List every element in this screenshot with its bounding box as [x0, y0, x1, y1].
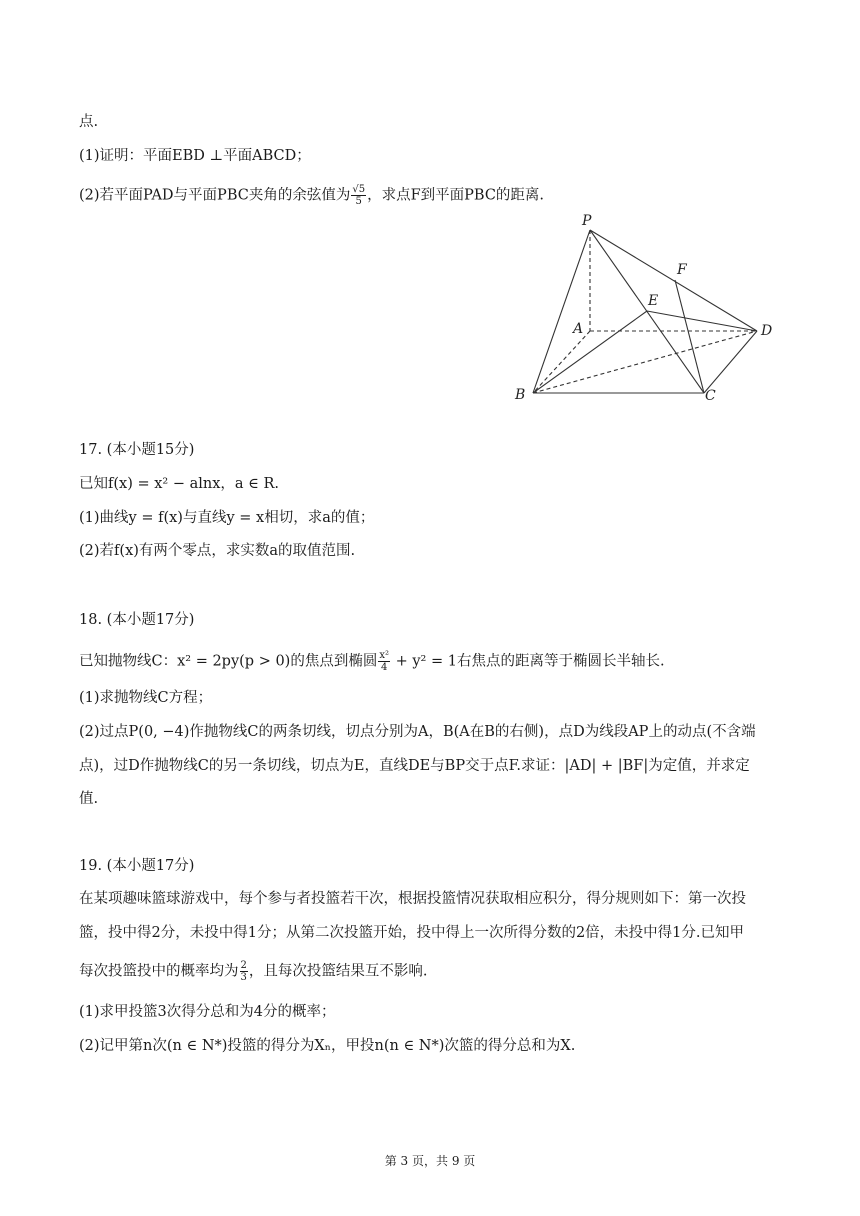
q16-part2 — [79, 184, 544, 207]
q19-l3 — [79, 960, 427, 983]
edge-bd — [533, 331, 757, 393]
q16-frac-num: √5 — [352, 184, 366, 195]
q16-part2-text-b: ，求点F到平面PBC的距离. — [367, 187, 545, 204]
q19-frac-den: 3 — [240, 972, 247, 983]
q16-tail: 点. — [79, 114, 99, 130]
q18-header: 18. (本小题17分) — [79, 612, 195, 628]
q18-part2-l2: 点)，过D作抛物线C的另一条切线，切点为E，直线DE与BP交于点F.求证：|AD| + |BF|为定值，并求定 — [79, 758, 750, 774]
edge-ab — [533, 331, 590, 393]
label-p: P — [582, 213, 592, 229]
label-b: B — [515, 387, 526, 403]
q18-line1 — [79, 650, 665, 673]
q18-part1: (1)求抛物线C方程； — [79, 690, 213, 706]
q16-frac-den: 5 — [355, 196, 362, 207]
q19-l3-text-a: 每次投篮投中的概率均为 — [79, 963, 239, 980]
q18-frac-num: x² — [379, 650, 389, 661]
label-e: E — [648, 293, 659, 309]
q17-header: 17. (本小题15分) — [79, 442, 195, 458]
q18-line1-text-a: 已知抛物线C：x² = 2py(p > 0)的焦点到椭圆 — [79, 653, 378, 670]
q16-part1: (1)证明：平面EBD ⊥平面ABCD； — [79, 148, 311, 164]
q18-frac-den: 4 — [380, 662, 388, 673]
q17-line1: 已知f(x) = x² − alnx，a ∈ R. — [79, 476, 280, 492]
q19-l3-text-b: ，且每次投篮结果互不影响. — [248, 963, 428, 980]
q18-fraction — [378, 650, 390, 673]
q19-frac-num: 2 — [240, 960, 247, 971]
q16-fraction — [351, 184, 366, 207]
q19-part1: (1)求甲投篮3次得分总和为4分的概率； — [79, 1004, 336, 1020]
label-c: C — [705, 388, 716, 404]
label-a: A — [573, 321, 584, 337]
edge-pb — [533, 230, 590, 393]
q16-part2-text-a: (2)若平面PAD与平面PBC夹角的余弦值为 — [79, 187, 351, 204]
q18-part2-l3: 值. — [79, 791, 99, 807]
q19-l1: 在某项趣味篮球游戏中，每个参与者投篮若干次，根据投篮情况获取相应积分，得分规则如下：第一次投 — [79, 891, 746, 907]
q19-l2: 篮，投中得2分，未投中得1分；从第二次投篮开始，投中得上一次所得分数的2倍，未投中得1分.已知甲 — [79, 925, 745, 941]
q19-part2: (2)记甲第n次(n ∈ N*)投篮的得分为Xₙ，甲投n(n ∈ N*)次篮的得分总和为X. — [79, 1038, 576, 1054]
q18-line1-text-b: + y² = 1右焦点的距离等于椭圆长半轴长. — [391, 653, 665, 670]
edge-cd — [704, 331, 757, 393]
q17-part2: (2)若f(x)有两个零点，求实数a的取值范围. — [79, 543, 356, 559]
label-d: D — [761, 323, 773, 339]
q19-header: 19. (本小题17分) — [79, 858, 195, 874]
label-f: F — [677, 262, 687, 278]
q19-fraction — [240, 960, 248, 983]
page-footer: 第 3 页，共 9 页 — [384, 1154, 476, 1168]
q17-part1: (1)曲线y = f(x)与直线y = x相切，求a的值； — [79, 510, 375, 526]
q18-part2-l1: (2)过点P(0, −4)作抛物线C的两条切线，切点分别为A，B(A在B的右侧)，点D为线段AP上的动点(不含端 — [79, 724, 756, 740]
pyramid-figure — [505, 210, 795, 410]
